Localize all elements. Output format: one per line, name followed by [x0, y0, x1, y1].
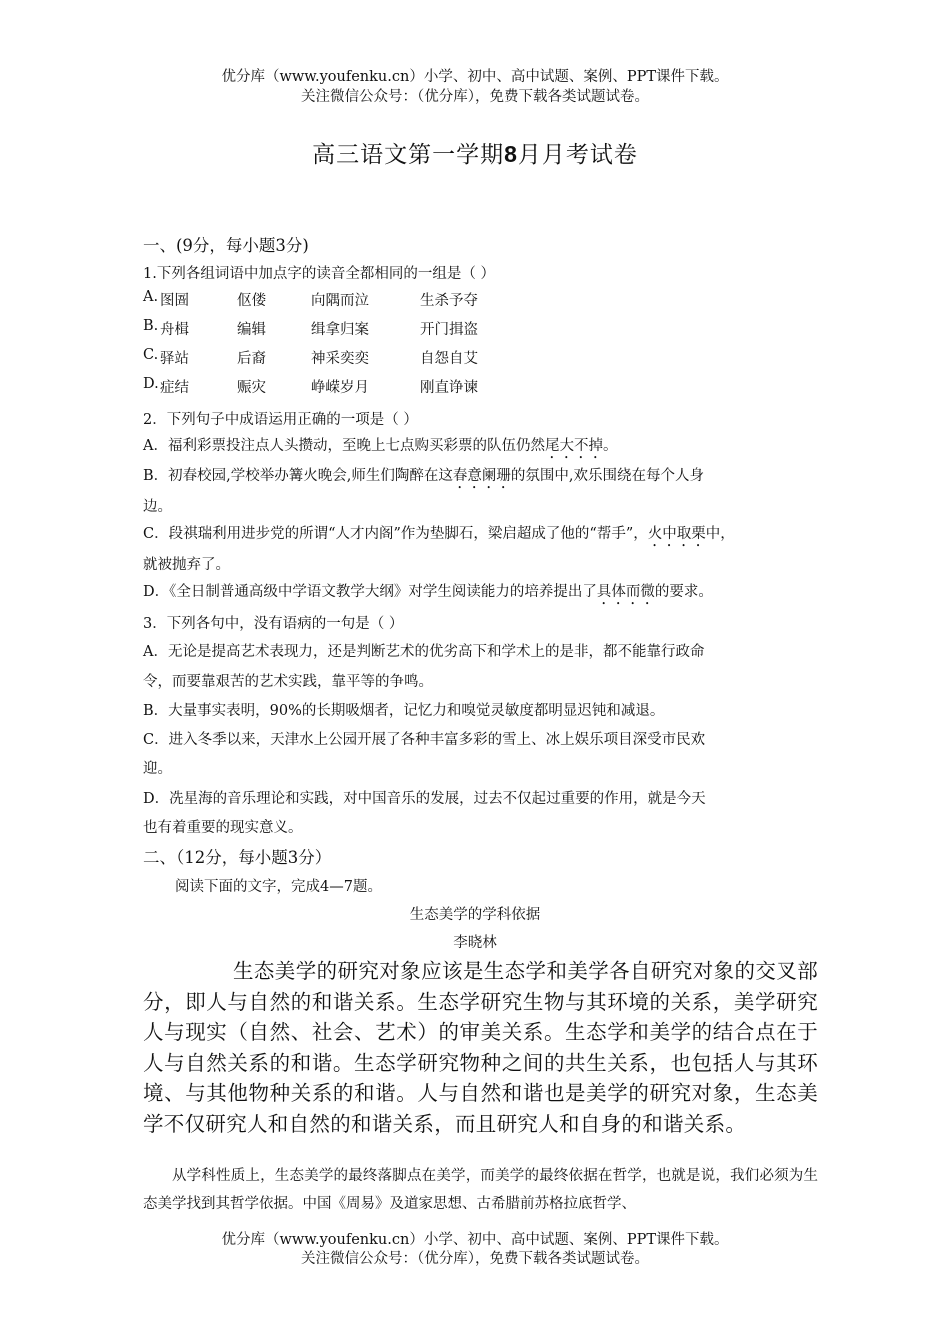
q1-option-d — [143, 376, 813, 398]
option-word: 症结 — [160, 380, 189, 396]
q3-option-a-cont: 令，而要靠艰苦的艺术实践，靠平等的争鸣。 — [143, 674, 433, 690]
q2-option-d: D．《全日制普通高级中学语文教学大纲》对学生阅读能力的培养提出了具体而微的要求。 — [143, 584, 713, 600]
q2-option-b: B．初春校园,学校举办篝火晚会,师生们陶醉在这春意阑珊的氛围中,欢乐围绕在每个人身 — [143, 468, 704, 484]
emphasized-idiom: 火中取栗 — [647, 526, 706, 542]
q2-option-c: C．段祺瑞利用进步党的所谓“人才内阁”作为垫脚石，梁启超成了他的“帮手”，火中取栗中， — [143, 526, 735, 542]
q3-option-b: B．大量事实表明，90%的长期吸烟者，记忆力和嗅觉灵敏度都明显迟钝和减退。 — [143, 703, 665, 719]
option-word: 刚直诤谏 — [420, 380, 478, 396]
title-num: 8 — [504, 141, 518, 167]
option-word: 自怨自艾 — [420, 351, 478, 367]
option-word: 生杀予夺 — [420, 293, 478, 309]
q3-option-d: D．冼星海的音乐理论和实践，对中国音乐的发展，过去不仅起过重要的作用，就是今天 — [143, 791, 706, 807]
section2-heading: 二、（12分，每小题3分） — [143, 848, 332, 867]
article-paragraph-2: 从学科性质上，生态美学的最终落脚点在美学，而美学的最终依据在哲学，也就是说，我们必须为生态美学找到其哲学依据。中国《周易》及道家思想、古希腊前苏格拉底哲学、 — [143, 1168, 818, 1212]
header-line-2: 关注微信公众号：（优分库），免费下载各类试题试卷。 — [301, 89, 649, 105]
reading-instruction: 阅读下面的文字，完成4—7题。 — [175, 879, 382, 895]
q3-option-d-cont: 也有着重要的现实意义。 — [143, 820, 303, 836]
q2-option-c-cont: 就被抛弃了。 — [143, 557, 230, 573]
q2-option-a: A．福利彩票投注点人头攒动，至晚上七点购买彩票的队伍仍然尾大不掉。 — [143, 438, 618, 454]
q1-option-a — [143, 289, 813, 311]
q3-option-c: C．进入冬季以来，天津水上公园开展了各种丰富多彩的雪上、冰上娱乐项目深受市民欢 — [143, 732, 706, 748]
q3-option-a: A．无论是提高艺术表现力，还是判断艺术的优劣高下和学术上的是非，都不能靠行政命 — [143, 644, 705, 660]
option-label: C. — [143, 347, 159, 363]
emphasized-idiom: 尾大不掉 — [544, 438, 603, 454]
title-pre: 高三语文第一学期 — [312, 142, 505, 168]
section1-heading: 一、(9分，每小题3分) — [143, 236, 309, 255]
option-word: 向隅而泣 — [311, 293, 369, 309]
option-word: 舟楫 — [160, 322, 189, 338]
option-word: 编辑 — [237, 322, 266, 338]
q3-stem: 3．下列各句中，没有语病的一句是（ ） — [143, 616, 404, 632]
page-title — [0, 136, 950, 169]
q1-option-c — [143, 347, 813, 369]
q1-option-b — [143, 318, 813, 340]
emphasized-idiom: 春意阑珊 — [452, 468, 511, 484]
article-title: 生态美学的学科依据 — [409, 907, 541, 923]
q2-stem: 2．下列句子中成语运用正确的一项是（ ） — [143, 412, 418, 428]
emphasized-idiom: 具体而微 — [596, 584, 655, 600]
option-word: 图圄 — [160, 293, 189, 309]
header-line-1: 优分库（www.youfenku.cn）小学、初中、高中试题、案例、PPT课件下载。 — [221, 69, 729, 85]
option-word: 后裔 — [237, 351, 266, 367]
option-word: 开门揖盗 — [420, 322, 478, 338]
footer-line-1: 优分库（www.youfenku.cn）小学、初中、高中试题、案例、PPT课件下载。 — [221, 1232, 729, 1248]
q3-option-c-cont: 迎。 — [143, 761, 172, 777]
option-word: 峥嵘岁月 — [311, 380, 369, 396]
option-word: 赈灾 — [237, 380, 266, 396]
q2-option-b-cont: 边。 — [143, 499, 172, 515]
article-paragraph-1: 生态美学的研究对象应该是生态学和美学各自研究对象的交叉部分，即人与自然的和谐关系。生态学研究生物与其环境的关系，美学研究人与现实（自然、社会、艺术）的审美关系。生态学和美学的结合点在于人与自然关系的和谐。生态学研究物种之间的共生关系，也包括人与其环境、与其他物种关系的和谐。人与自然和谐也是美学的研究对象，生态美学不仅研究人和自然的和谐关系，而且研究人和自身的和谐关系。 — [143, 959, 818, 1136]
article-paragraph-1-block — [143, 956, 818, 1139]
option-label: D. — [143, 376, 159, 392]
option-word: 驿站 — [160, 351, 189, 367]
option-word: 缉拿归案 — [311, 322, 369, 338]
option-label: A. — [143, 289, 159, 305]
option-label: B. — [143, 318, 159, 334]
option-word: 神采奕奕 — [311, 351, 369, 367]
footer-line-2: 关注微信公众号：（优分库），免费下载各类试题试卷。 — [301, 1251, 649, 1267]
article-paragraph-2-block — [143, 1162, 818, 1218]
q1-stem: 1.下列各组词语中加点字的读音全都相同的一组是（ ） — [143, 266, 495, 282]
option-word: 伛偻 — [237, 293, 266, 309]
title-post: 月月考试卷 — [517, 142, 638, 168]
article-author: 李晓林 — [453, 935, 497, 951]
